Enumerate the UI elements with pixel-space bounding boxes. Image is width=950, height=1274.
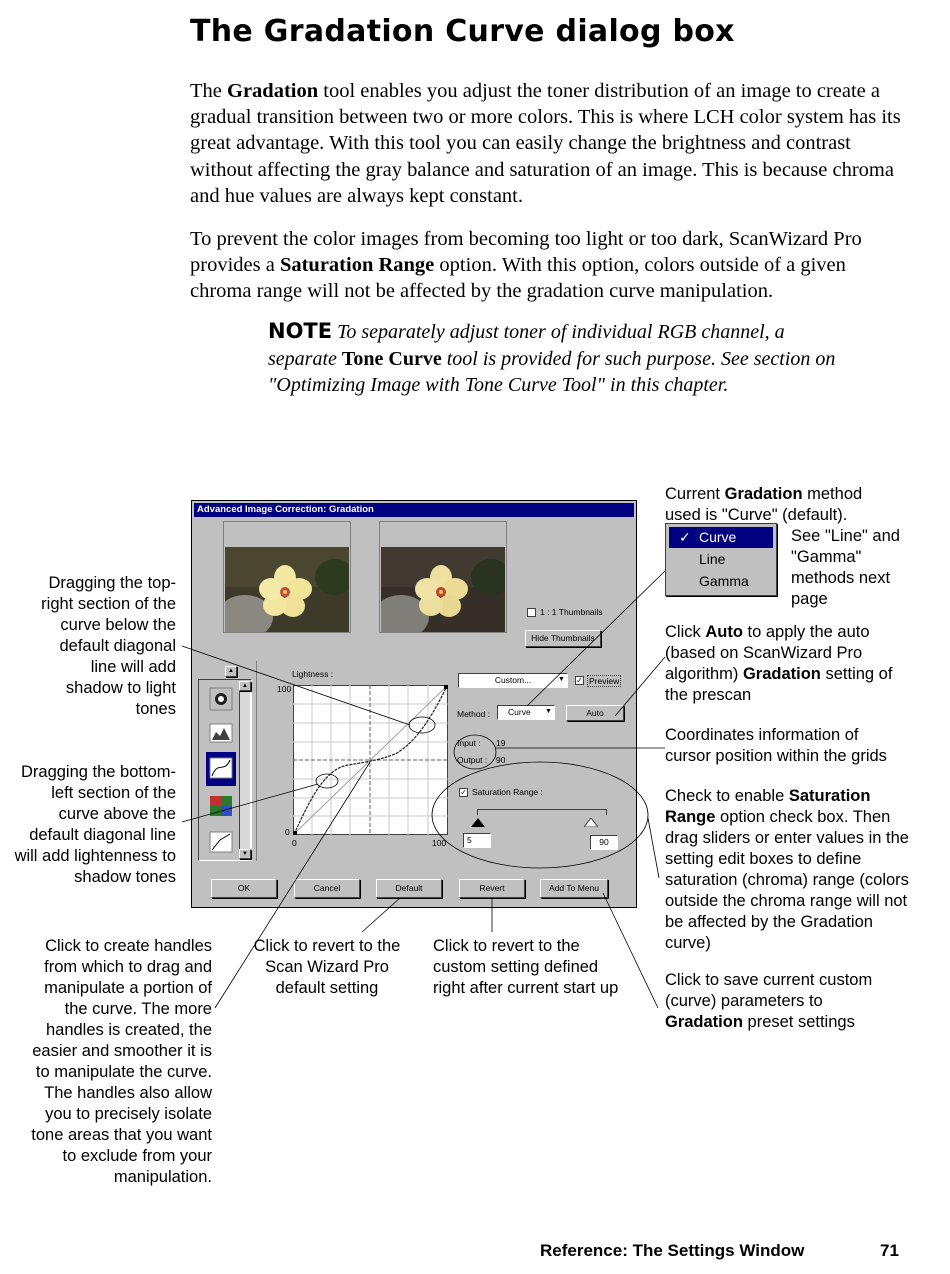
method-select[interactable]: Curve [497,705,555,720]
y-axis-min: 0 [285,827,290,837]
y-axis-max: 100 [277,684,292,694]
method-label: Method : [457,709,491,719]
tool-list-scroll-up[interactable]: ▲ [239,681,251,691]
auto-annotation: Click Auto to apply the auto (based on ScanWizard Pro algorithm) Gradation setting of the prescan [665,623,893,704]
ok-button[interactable]: OK [211,879,277,898]
intro-pre: The [190,80,227,102]
save-annotation: Click to save current custom (curve) parameters to Gradation preset settings [665,971,873,1031]
preview-checkbox[interactable]: ✓ [576,676,583,685]
bottom-left-annotation: Dragging the bottom-left section of the curve above the default diagonal line will add lightenness to shadow tones [14,763,176,886]
revert-button[interactable]: Revert [459,879,525,898]
sat-para-post: option. With this option, colors outside of a given chroma range will not be affected by the gradation curve manipulation. [190,254,846,303]
add-to-menu-button[interactable]: Add To Menu [540,879,608,898]
saturation-max-input[interactable]: 90 [590,835,618,850]
cancel-button[interactable]: Cancel [294,879,360,898]
saturation-range-label: Saturation Range : [472,787,543,797]
output-value: 90 [496,755,506,765]
revert-annotation: Click to revert to the custom setting defined right after current start up [433,937,619,997]
note-post: tool is provided for such purpose. See section on "Optimizing Image with Tone Curve Tool" in this chapter. [268,347,836,396]
thumbnails-1to1-label: 1 : 1 Thumbnails [540,607,603,617]
preset-dropdown-icon[interactable]: ▼ [558,676,565,683]
note-bold: Tone Curve [341,347,442,370]
dialog-title: Advanced Image Correction: Gradation [194,503,634,517]
lightness-label: Lightness : [292,669,334,679]
x-axis-max: 100 [432,838,447,848]
preview-label: Preview [589,676,620,686]
saturation-min-input[interactable]: 5 [463,833,491,848]
default-annotation: Click to revert to the Scan Wizard Pro default setting [253,937,401,997]
input-label: Input : [457,738,481,748]
saturation-range-checkbox[interactable]: ✓ [460,788,467,797]
checkmark-icon: ✓ [679,529,691,545]
output-label: Output : [457,755,488,765]
menu-item-line[interactable]: Line [699,551,726,567]
auto-button[interactable]: Auto [566,705,624,721]
page-title: The Gradation Curve dialog box [190,14,735,49]
top-right-annotation: Dragging the top-right section of the curve below the default diagonal line will add shadow to light tones [41,574,176,718]
sat-para-bold: Saturation Range [279,254,435,277]
handles-annotation: Click to create handles from which to drag and manipulate a portion of the curve. The more handles is created, the easier and smoother it is to manipulate the curve. The handles also allow you to precisely isolate tone areas that you want to exclude from your manipulation. [31,937,212,1186]
x-axis-min: 0 [292,838,297,848]
current-method-annotation: Current Gradation method used is "Curve" (default). [665,485,863,524]
note-pre: To separately adjust toner of individual RGB channel, a separate [268,321,785,370]
intro-bold: Gradation [227,80,319,102]
menu-item-gamma[interactable]: Gamma [699,573,749,589]
page-number: 71 [880,1241,899,1260]
menu-item-curve[interactable]: ✓ Curve [669,527,773,548]
coordinates-annotation: Coordinates information of cursor position within the grids [665,726,887,765]
note-label: NOTE [268,319,333,343]
footer-section: Reference: The Settings Window [540,1241,805,1260]
saturation-annotation: Check to enable Saturation Range option check box. Then drag sliders or enter values in the setting edit boxes to define saturation (chroma) range (colors outside the chroma range will not be affected by the Gradation curve) [665,787,909,952]
default-button[interactable]: Default [376,879,442,898]
intro-post: tool enables you adjust the toner distribution of an image to create a gradual transition between two or more colors. This is where LCH color system has its great advantage. With this tool you can easily change the brightness and contrast without affecting the gray balance and saturation of an image. This is because chroma and hue values are always kept constant. [190,80,901,207]
method-dropdown-icon[interactable]: ▼ [545,708,552,715]
see-line-gamma-annotation: See "Line" and "Gamma" methods next page [791,527,900,608]
input-value: 19 [496,738,506,748]
sidebar-scroll-up[interactable]: ▲ [225,666,237,677]
tool-list-scroll-down[interactable]: ▼ [239,849,251,859]
hide-thumbnails-button[interactable]: Hide Thumbnails [525,630,601,647]
preset-select[interactable]: Custom... [458,673,568,688]
sat-para-pre: To prevent the color images from becoming too light or too dark, ScanWizard Pro provides a [190,228,862,277]
